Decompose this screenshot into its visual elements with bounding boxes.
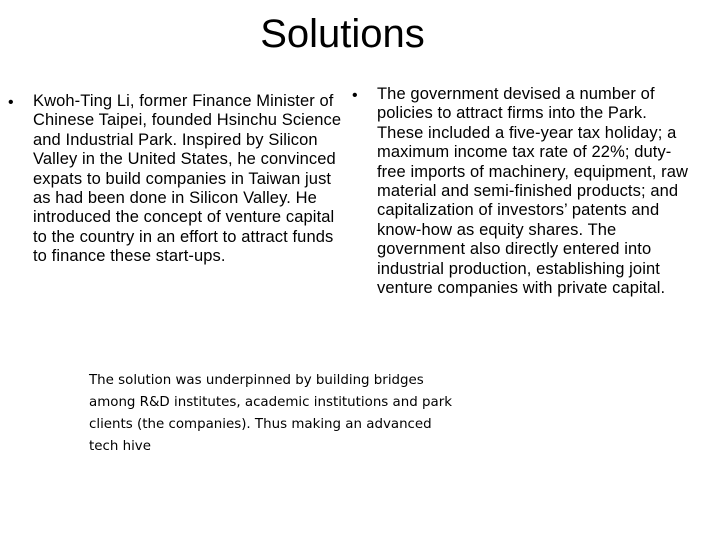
left-bullet-text: Kwoh-Ting Li, former Finance Minister of Chinese Taipei, founded Hsinchu Science and Industrial Park. Inspired by Silicon Valley in the United States, he convinced expats to build companies in Taiwan just as had been done in Silicon Valley. He introduced the concept of venture capital to the country in an effort to attract funds to finance these start-ups. — [33, 92, 342, 266]
summary-note: The solution was underpinned by building bridges among R&D institutes, academic institutions and park clients (the companies). Thus making an advanced tech hive — [89, 373, 452, 454]
slide-title: Solutions — [260, 12, 425, 56]
bullet-marker-left: • — [8, 94, 14, 111]
right-bullet-text: The government devised a number of policies to attract firms into the Park. These included a five-year tax holiday; a maximum income tax rate of 22%; duty-free imports of machinery, equipment, raw material and semi-finished products; and capitalization of investors’ patents and know-how as equity shares. The government also directly entered into industrial production, establishing joint venture companies with private capital. — [377, 85, 689, 298]
bullet-marker-right: • — [352, 87, 358, 104]
